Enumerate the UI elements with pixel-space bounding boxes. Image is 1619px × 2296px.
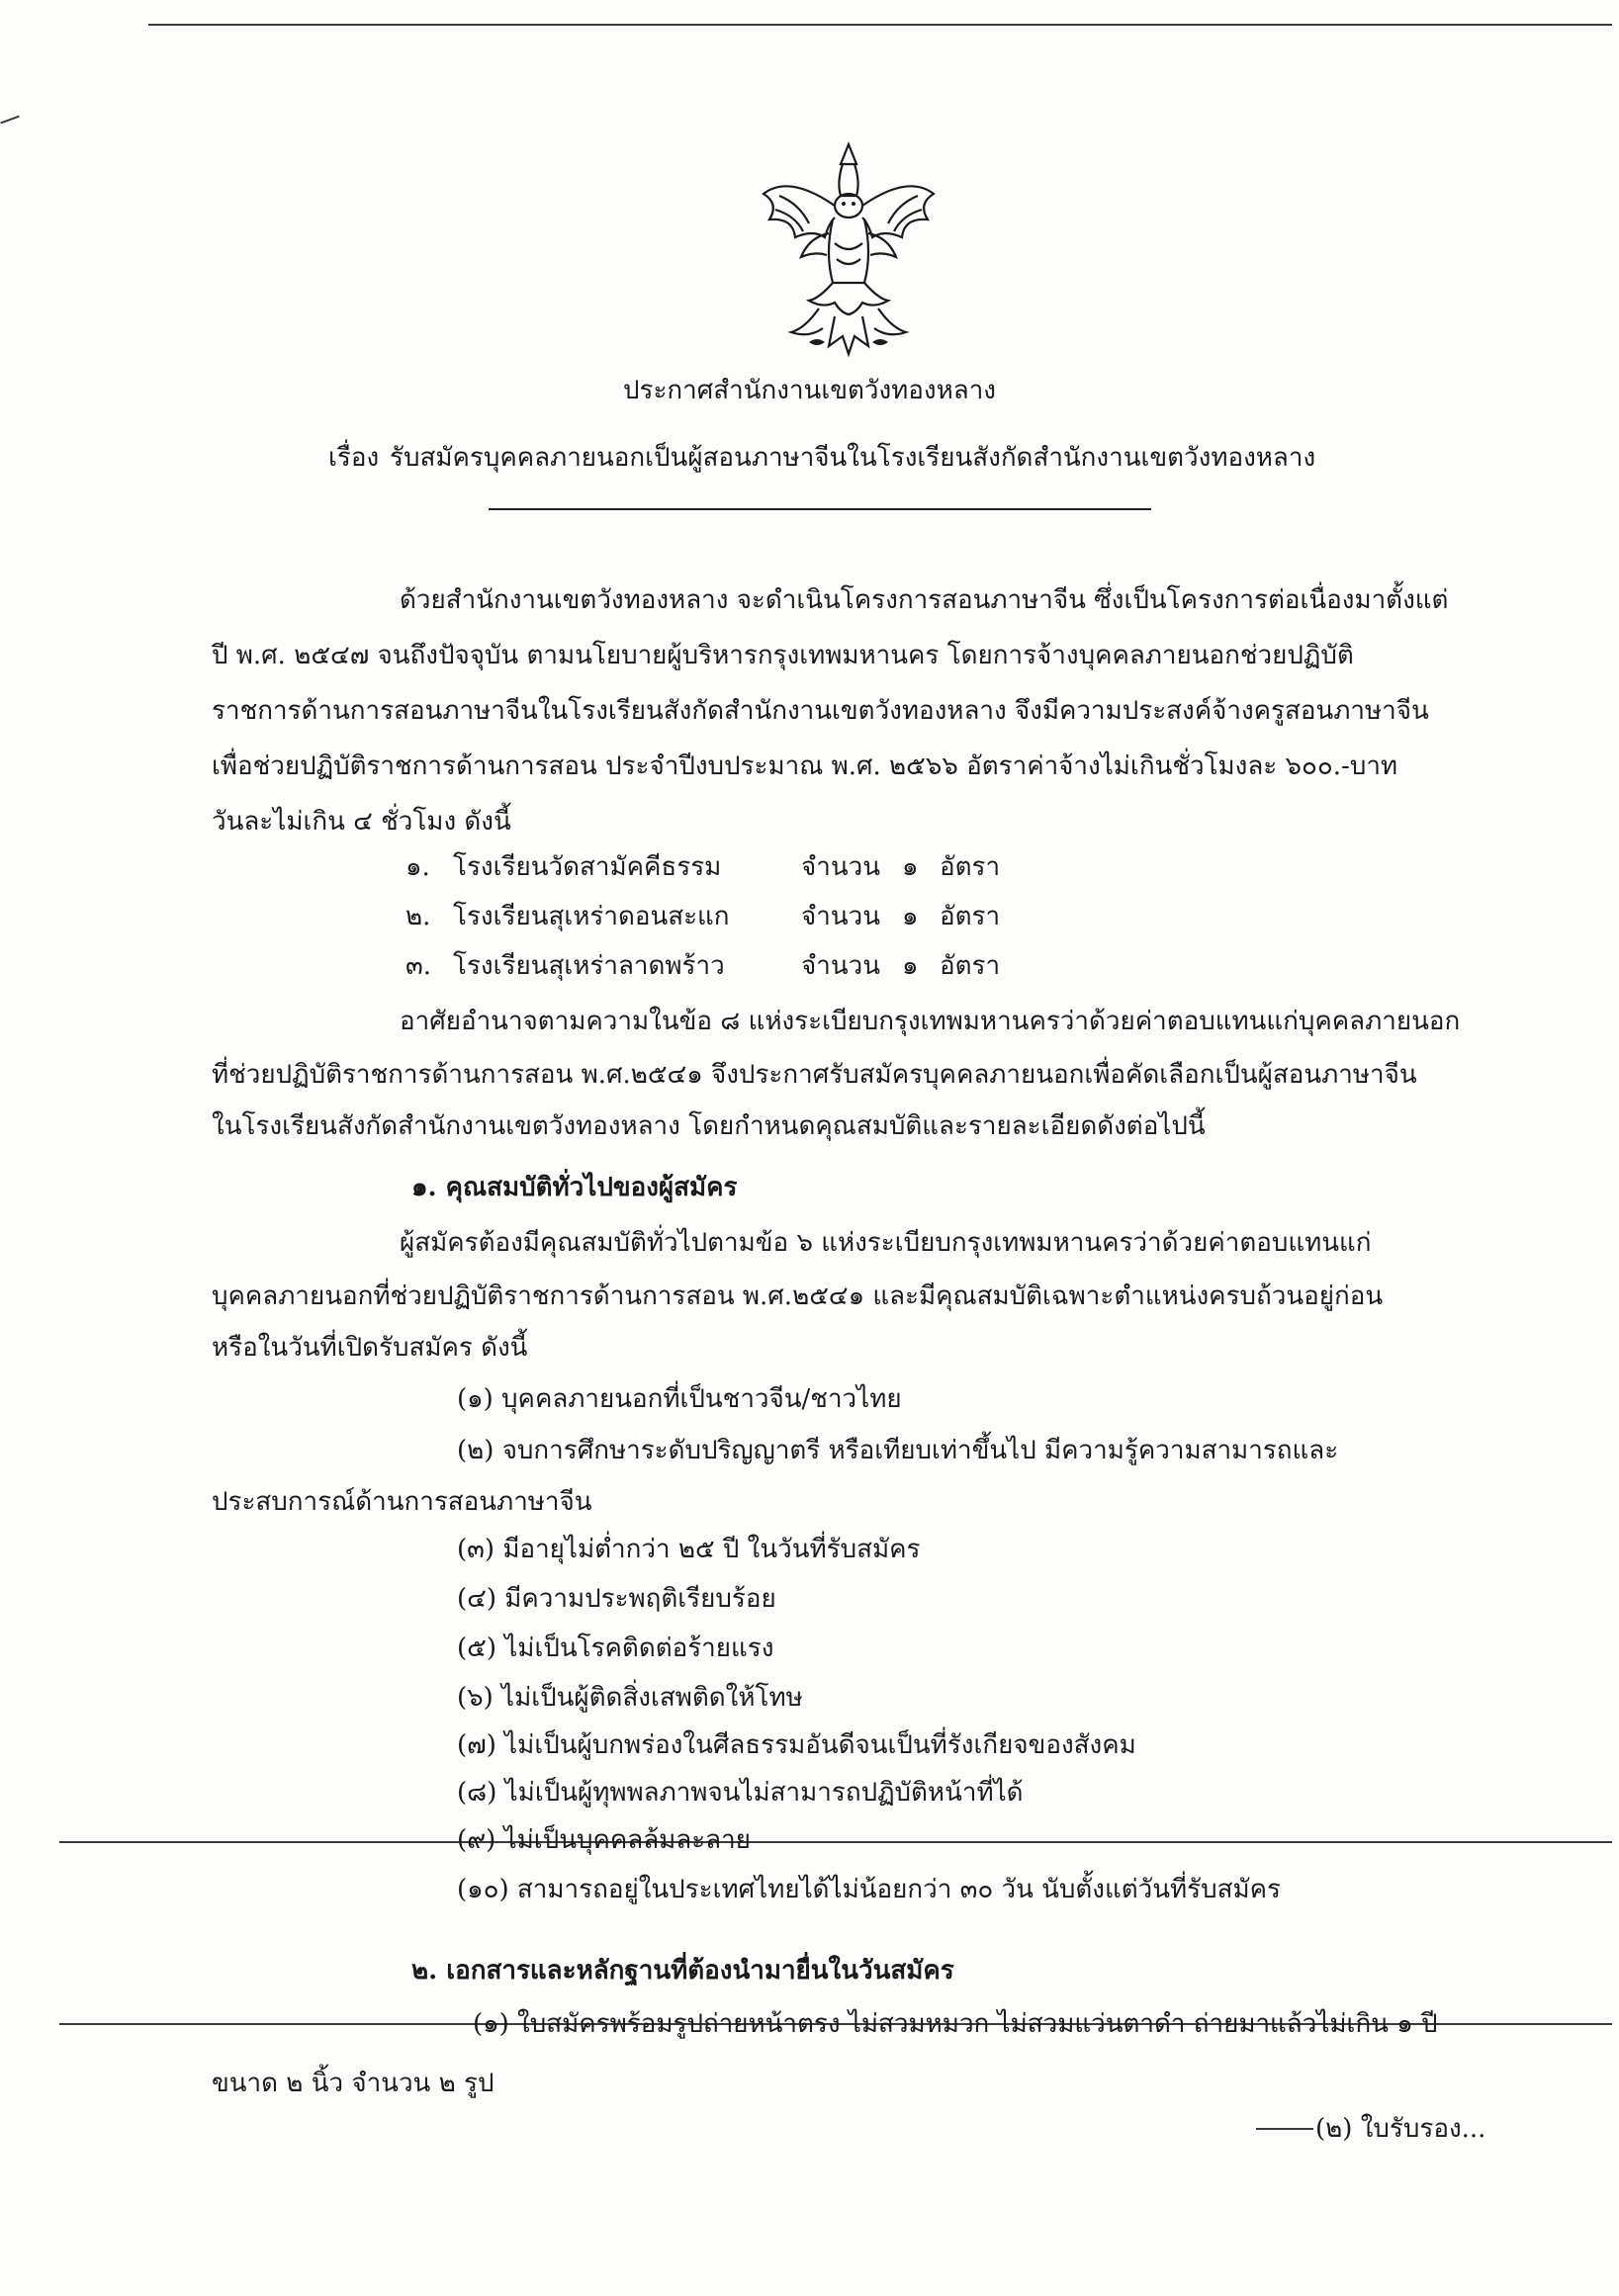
section-2-heading: ๒. เอกสารและหลักฐานที่ต้องนำมายื่นในวันสมัคร	[411, 1956, 954, 1986]
document-title: ประกาศสำนักงานเขตวังทองหลาง	[623, 376, 996, 405]
qualification-item: ประสบการณ์ด้านการสอนภาษาจีน	[212, 1487, 592, 1517]
school-name: โรงเรียนสุเหร่าดอนสะแก	[453, 902, 730, 931]
qualification-item: (๘) ไม่เป็นผู้ทุพพลภาพจนไม่สามารถปฏิบัติหน้าที่ได้	[457, 1778, 1024, 1808]
continued-rule	[1256, 2128, 1313, 2130]
school-unit: อัตรา	[940, 852, 1001, 882]
intro-line: วันละไม่เกิน ๔ ชั่วโมง ดังนี้	[212, 807, 511, 837]
qualification-item: (๔) มีความประพฤติเรียบร้อย	[457, 1584, 776, 1614]
school-count-label: จำนวน	[801, 852, 880, 882]
subject-text: รับสมัครบุคคลภายนอกเป็นผู้สอนภาษาจีนในโรงเรียนสังกัดสำนักงานเขตวังทองหลาง	[390, 443, 1316, 473]
school-count: ๑	[902, 951, 919, 981]
school-count-label: จำนวน	[801, 902, 880, 931]
section-1-heading: ๑. คุณสมบัติทั่วไปของผู้สมัคร	[411, 1173, 738, 1202]
school-unit: อัตรา	[940, 951, 1001, 981]
document-item: (๑) ใบสมัครพร้อมรูปถ่ายหน้าตรง ไม่สวมหมวก ไม่สวมแว่นตาดำ ถ่ายมาแล้วไม่เกิน ๑ ปี	[473, 2009, 1438, 2039]
section-1-body-line: บุคคลภายนอกที่ช่วยปฏิบัติราชการด้านการสอน พ.ศ.๒๕๔๑ และมีคุณสมบัติเฉพาะตำแหน่งครบถ้วนอยู่ก่อน	[212, 1281, 1384, 1311]
qualification-item: (๖) ไม่เป็นผู้ติดสิ่งเสพติดให้โทษ	[457, 1683, 803, 1713]
qualification-item: (๗) ไม่เป็นผู้บกพร่องในศีลธรรมอันดีจนเป็นที่รังเกียจของสังคม	[457, 1730, 1136, 1760]
qualification-item: (๑) บุคคลภายนอกที่เป็นชาวจีน/ชาวไทย	[457, 1384, 902, 1414]
garuda-emblem-icon	[750, 134, 947, 362]
school-number: ๑.	[405, 852, 430, 882]
qualification-item: (๑๐) สามารถอยู่ในประเทศไทยได้ไม่น้อยกว่า ๓๐ วัน นับตั้งแต่วันที่รับสมัคร	[457, 1875, 1281, 1904]
intro-line: เพื่อช่วยปฏิบัติราชการด้านการสอน ประจำปีงบประมาณ พ.ศ. ๒๕๖๖ อัตราค่าจ้างไม่เกินชั่วโมงละ ๖๐๐.-บาท	[212, 751, 1398, 781]
document-item: ขนาด ๒ นิ้ว จำนวน ๒ รูป	[212, 2069, 495, 2098]
subject-label: เรื่อง	[328, 443, 380, 473]
scan-edge-left	[0, 116, 19, 125]
qualification-item: (๒) จบการศึกษาระดับปริญญาตรี หรือเทียบเท่าขึ้นไป มีความรู้ความสามารถและ	[457, 1436, 1339, 1465]
school-number: ๓.	[405, 951, 432, 981]
section-1-body-line: ผู้สมัครต้องมีคุณสมบัติทั่วไปตามข้อ ๖ แห่งระเบียบกรุงเทพมหานครว่าด้วยค่าตอบแทนแก่	[400, 1228, 1372, 1258]
qualification-item: (๕) ไม่เป็นโรคติดต่อร้ายแรง	[457, 1634, 774, 1663]
school-name: โรงเรียนสุเหร่าลาดพร้าว	[453, 951, 725, 981]
intro-line: ด้วยสำนักงานเขตวังทองหลาง จะดำเนินโครงการสอนภาษาจีน ซึ่งเป็นโครงการต่อเนื่องมาตั้งแต่	[400, 585, 1449, 615]
intro-line: ราชการด้านการสอนภาษาจีนในโรงเรียนสังกัดสำนักงานเขตวังทองหลาง จึงมีความประสงค์จ้างครูสอนภาษาจีน	[212, 696, 1429, 726]
school-name: โรงเรียนวัดสามัคคีธรรม	[453, 852, 722, 882]
continued-marker: (๒) ใบรับรอง...	[1315, 2114, 1486, 2144]
intro-line: ปี พ.ศ. ๒๕๔๗ จนถึงปัจจุบัน ตามนโยบายผู้บริหารกรุงเทพมหานคร โดยการจ้างบุคคลภายนอกช่วยปฏิบัติ	[212, 641, 1354, 670]
school-count: ๑	[902, 852, 919, 882]
qualification-item: (๓) มีอายุไม่ต่ำกว่า ๒๕ ปี ในวันที่รับสมัคร	[457, 1535, 921, 1564]
qualification-item: (๙) ไม่เป็นบุคคลล้มละลาย	[457, 1825, 751, 1855]
school-number: ๒.	[405, 902, 431, 931]
title-divider	[489, 508, 1151, 510]
scan-edge-top	[148, 24, 1612, 26]
authority-line: อาศัยอำนาจตามความในข้อ ๘ แห่งระเบียบกรุงเทพมหานครว่าด้วยค่าตอบแทนแก่บุคคลภายนอก	[400, 1007, 1461, 1036]
scan-artifact-line	[59, 1841, 1612, 1843]
authority-line: ที่ช่วยปฏิบัติราชการด้านการสอน พ.ศ.๒๕๔๑ จึงประกาศรับสมัครบุคคลภายนอกเพื่อคัดเลือกเป็นผู้สอนภาษาจีน	[212, 1060, 1417, 1090]
school-count: ๑	[902, 902, 919, 931]
school-count-label: จำนวน	[801, 951, 880, 981]
school-unit: อัตรา	[940, 902, 1001, 931]
section-1-body-line: หรือในวันที่เปิดรับสมัคร ดังนี้	[212, 1333, 528, 1363]
authority-line: ในโรงเรียนสังกัดสำนักงานเขตวังทองหลาง โดยกำหนดคุณสมบัติและรายละเอียดดังต่อไปนี้	[212, 1111, 1206, 1141]
